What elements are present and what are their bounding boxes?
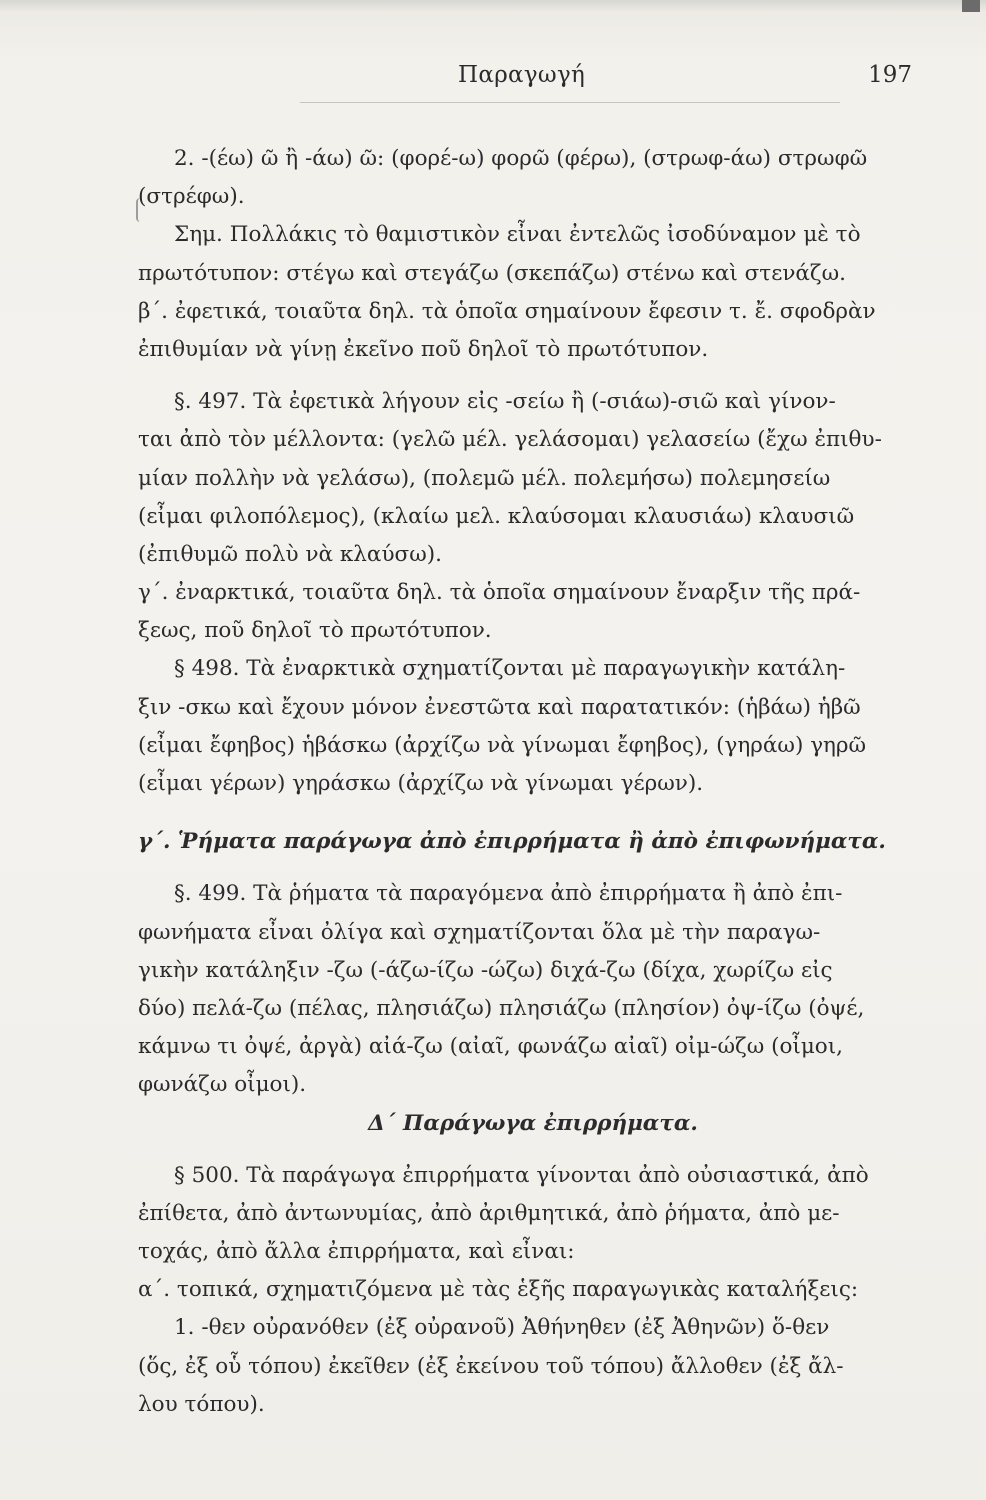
text-line: πρωτότυπον: στέγω καὶ στεγάζω (σκεπάζω) στένω καὶ στενάζω. xyxy=(138,260,846,286)
running-head xyxy=(140,62,920,96)
section-497-line: §. 497. Τὰ ἐφετικὰ λήγουν εἰς -σείω ἢ (-σιάω)-σιῶ καὶ γίνον- xyxy=(174,389,836,415)
text-line: φωνάζω οἶμοι). xyxy=(138,1072,307,1098)
page-number: 197 xyxy=(868,62,912,88)
scan-top-edge xyxy=(0,0,986,12)
text-line: (εἶμαι φιλοπόλεμος), (κλαίω μελ. κλαύσομαι κλαυσιάω) κλαυσιῶ xyxy=(138,503,855,529)
text-line: 2. -(έω) ῶ ἢ -άω) ῶ: (φορέ-ω) φορῶ (φέρω), (στρωφ-άω) στρωφῶ xyxy=(174,146,868,171)
text-line: τοχάς, ἀπὸ ἄλλα ἐπιρρήματα, καὶ εἶναι: xyxy=(138,1239,575,1265)
text-line: γικὴν κατάληξιν -ζω (-άζω-ίζω -ώζω) διχά-ζω (δίχα, χωρίζω εἰς xyxy=(138,957,833,983)
section-498-line: § 498. Τὰ ἐναρκτικὰ σχηματίζονται μὲ παραγωγικὴν κατάλη- xyxy=(174,656,846,682)
section-500-line: § 500. Τὰ παράγωγα ἐπιρρήματα γίνονται ἀπὸ οὐσιαστικά, ἀπὸ xyxy=(174,1162,869,1188)
section-heading-delta: Δ΄ Παράγωγα ἐπιρρήματα. xyxy=(368,1110,698,1136)
text-line: (εἶμαι ἔφηβος) ἡβάσκω (ἀρχίζω νὰ γίνωμαι ἔφηβος), (γηράω) γηρῶ xyxy=(138,732,867,758)
text-line: μίαν πολλὴν νὰ γελάσω), (πολεμῶ μέλ. πολεμήσω) πολεμησείω xyxy=(138,465,831,491)
text-line: γ΄. ἐναρκτικά, τοιαῦτα δηλ. τὰ ὁποῖα σημαίνουν ἔναρξιν τῆς πρά- xyxy=(138,580,861,606)
header-rule xyxy=(300,102,840,103)
text-line: ται ἀπὸ τὸν μέλλοντα: (γελῶ μέλ. γελάσομαι) γελασείω (ἔχω ἐπιθυ- xyxy=(138,427,882,453)
text-line: φωνήματα εἶναι ὀλίγα καὶ σχηματίζονται ὅλα μὲ τὴν παραγω- xyxy=(138,919,821,945)
text-line: λου τόπου). xyxy=(138,1391,265,1417)
section-499-line: §. 499. Τὰ ῥήματα τὰ παραγόμενα ἀπὸ ἐπιρρήματα ἢ ἀπὸ ἐπι- xyxy=(174,881,843,907)
text-line: 1. -θεν οὐρανόθεν (ἐξ οὐρανοῦ) Ἀθήνηθεν (ἐξ Ἀθηνῶν) ὅ-θεν xyxy=(174,1315,830,1341)
text-line: δύο) πελά-ζω (πέλας, πλησιάζω) πλησιάζω (πλησίον) ὀψ-ίζω (ὀψέ, xyxy=(138,995,865,1021)
text-line: (ὅς, ἐξ οὗ τόπου) ἐκεῖθεν (ἐξ ἐκείνου τοῦ τόπου) ἄλλοθεν (ἐξ ἄλ- xyxy=(138,1353,844,1379)
text-line: (εἶμαι γέρων) γηράσκω (ἀρχίζω νὰ γίνωμαι γέρων). xyxy=(138,771,704,796)
text-line: β΄. ἐφετικά, τοιαῦτα δηλ. τὰ ὁποῖα σημαίνουν ἔφεσιν τ. ἔ. σφοδρὰν xyxy=(138,298,876,324)
text-line: α΄. τοπικά, σχηματιζόμενα μὲ τὰς ἑξῆς παραγωγικὰς καταλήξεις: xyxy=(138,1277,859,1303)
text-line: ἐπιθυμίαν νὰ γίνῃ ἐκεῖνο ποῦ δηλοῖ τὸ πρωτότυπον. xyxy=(138,336,709,362)
note-line: Σημ. Πολλάκις τὸ θαμιστικὸν εἶναι ἐντελῶς ἰσοδύναμον μὲ τὸ xyxy=(174,222,861,248)
text-line: ἐπίθετα, ἀπὸ ἀντωνυμίας, ἀπὸ ἀριθμητικά, ἀπὸ ῥήματα, ἀπὸ με- xyxy=(138,1200,840,1226)
text-line: (στρέφω). xyxy=(138,184,245,210)
text-line: ξιν -σκω καὶ ἔχουν μόνον ἐνεστῶτα καὶ παρατατικόν: (ἡβάω) ἡβῶ xyxy=(138,694,861,720)
running-head-title: Παραγωγή xyxy=(458,62,586,88)
text-line: κάμνω τι ὀψέ, ἀργὰ) αἰά-ζω (αἰαῖ, φωνάζω αἰαῖ) οἰμ-ώζω (οἶμοι, xyxy=(138,1034,844,1060)
text-line: ξεως, ποῦ δηλοῖ τὸ πρωτότυπον. xyxy=(138,618,492,644)
scan-corner-mark xyxy=(962,0,980,12)
section-heading-gamma: γ΄. Ῥήματα παράγωγα ἀπὸ ἐπιρρήματα ἢ ἀπὸ ἐπιφωνήματα. xyxy=(138,829,886,855)
page-body xyxy=(138,140,928,1424)
text-line: (ἐπιθυμῶ πολὺ νὰ κλαύσω). xyxy=(138,541,442,567)
